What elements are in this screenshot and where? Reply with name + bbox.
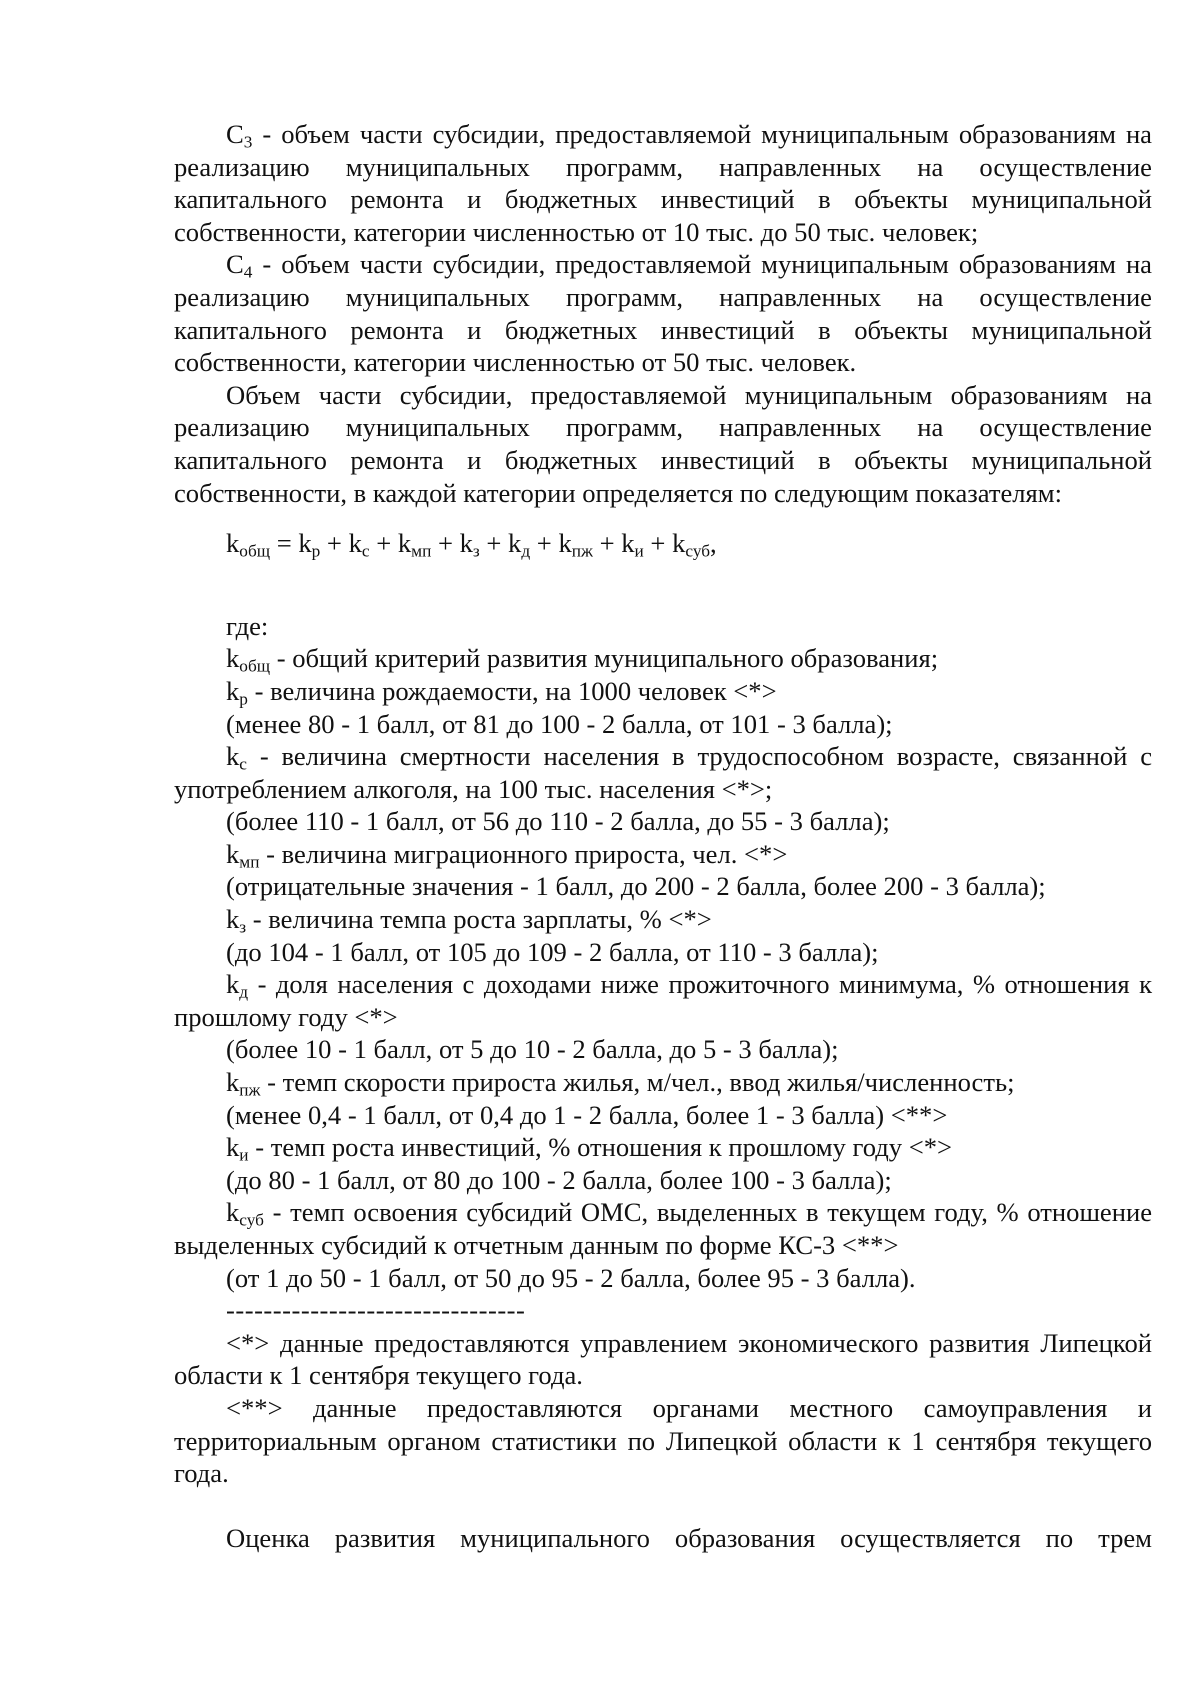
def-symbol: k <box>226 1067 240 1098</box>
def-text: - темп роста инвестиций, % отношения к прошлому году <*> <box>248 1132 953 1163</box>
formula-sub: пж <box>571 541 593 561</box>
formula-k: k <box>508 528 522 559</box>
document-page <box>174 118 1152 1555</box>
footnote-1: <*> данные предоставляются управлением экономического развития Липецкой области к 1 сентября текущего года. <box>174 1327 1152 1391</box>
c4-text: - объем части субсидии, предоставляемой муниципальным образованиям на реализацию муниципальных программ, направленных на осуществление капитального ремонта и бюджетных инвестиций в объекты муниципальной собственности, категории численностью от 50 тыс. человек. <box>174 249 1152 378</box>
def-k-sub <box>174 1196 1152 1261</box>
c4-subscript: 4 <box>243 262 253 282</box>
formula-sub: д <box>521 541 531 561</box>
formula-plus: + <box>643 528 673 559</box>
formula-plus: + <box>530 528 559 559</box>
formula-k: k <box>348 528 362 559</box>
c3-subscript: 3 <box>243 132 253 152</box>
def-k-i-scale: (до 80 - 1 балл, от 80 до 100 - 2 балла, более 100 - 3 балла); <box>226 1164 892 1195</box>
def-subscript: общ <box>239 656 271 676</box>
formula-k: k <box>459 528 473 559</box>
formula-sub: мп <box>411 541 432 561</box>
spacer <box>174 1490 1152 1523</box>
def-symbol: k <box>226 741 240 772</box>
paragraph-c3 <box>174 118 1152 248</box>
spacer <box>174 584 1152 610</box>
def-k-i <box>174 1131 1152 1164</box>
def-symbol: k <box>226 969 240 1000</box>
formula-plus: + <box>479 528 509 559</box>
footnote-2: <**> данные предоставляются органами местного самоуправления и территориальным органом статистики по Липецкой области к 1 сентября текущего года. <box>174 1392 1152 1489</box>
def-k-pzh-scale: (менее 0,4 - 1 балл, от 0,4 до 1 - 2 балла, более 1 - 3 балла) <**> <box>226 1099 948 1130</box>
formula-sub: з <box>472 541 480 561</box>
def-text: - доля населения с доходами ниже прожиточного минимума, % отношения к прошлому году <*> <box>174 969 1152 1032</box>
formula-k: k <box>621 528 635 559</box>
def-text: - общий критерий развития муниципального образования; <box>270 643 939 674</box>
formula-k: k <box>298 528 312 559</box>
def-k-d <box>174 968 1152 1033</box>
def-subscript: пж <box>239 1080 261 1100</box>
def-symbol: k <box>226 838 240 869</box>
def-k-mp <box>174 838 1152 871</box>
def-subscript: з <box>239 917 247 937</box>
where-label: где: <box>226 610 269 641</box>
def-subscript: д <box>239 982 249 1002</box>
def-symbol: k <box>226 643 240 674</box>
def-subscript: с <box>239 754 247 774</box>
formula-k: k <box>672 528 686 559</box>
formula-sub: р <box>311 541 321 561</box>
def-text: - темп освоения субсидий ОМС, выделенных в текущем году, % отношение выделенных субсидий к отчетным данным по форме КС-3 <**> <box>174 1197 1152 1260</box>
formula-k: k <box>226 528 240 559</box>
c4-symbol: С <box>226 249 244 280</box>
def-subscript: и <box>239 1145 249 1165</box>
formula-eq: = <box>270 528 299 559</box>
def-k-obsh <box>174 642 1152 675</box>
formula-sub: суб <box>685 541 711 561</box>
formula-end: , <box>710 528 717 559</box>
formula <box>174 527 1152 560</box>
paragraph-c4 <box>174 248 1152 378</box>
def-k-z-scale: (до 104 - 1 балл, от 105 до 109 - 2 балла, от 110 - 3 балла); <box>226 936 879 967</box>
def-symbol: k <box>226 1132 240 1163</box>
def-symbol: k <box>226 1197 240 1228</box>
c3-text: - объем части субсидии, предоставляемой муниципальным образованиям на реализацию муниципальных программ, направленных на осуществление капитального ремонта и бюджетных инвестиций в объекты муниципальной собственности, категории численностью от 10 тыс. до 50 тыс. человек; <box>174 119 1152 247</box>
def-text: - величина рождаемости, на 1000 человек <*> <box>247 675 777 706</box>
def-k-r <box>174 675 1152 708</box>
formula-k: k <box>558 528 572 559</box>
paragraph-intro: Объем части субсидии, предоставляемой муниципальным образованиям на реализацию муниципальных программ, направленных на осуществление капитального ремонта и бюджетных инвестиций в объекты муниципальной собственности, в каждой категории определяется по следующим показателям: <box>174 379 1152 508</box>
formula-sub-total: общ <box>239 541 271 561</box>
def-symbol: k <box>226 675 240 706</box>
def-k-d-scale: (более 10 - 1 балл, от 5 до 10 - 2 балла, до 5 - 3 балла); <box>226 1034 839 1065</box>
def-k-pzh <box>174 1066 1152 1099</box>
def-k-mp-scale: (отрицательные значения - 1 балл, до 200 - 2 балла, более 200 - 3 балла); <box>226 871 1046 902</box>
formula-plus: + <box>320 528 349 559</box>
formula-k: k <box>397 528 412 559</box>
def-subscript: р <box>239 689 248 709</box>
formula-plus: + <box>431 528 460 559</box>
def-subscript: мп <box>239 852 260 872</box>
def-subscript: суб <box>239 1210 264 1230</box>
def-text: - величина темпа роста зарплаты, % <*> <box>246 904 712 935</box>
def-text: - величина смертности населения в трудоспособном возрасте, связанной с употреблением алкоголя, на 100 тыс. населения <*>; <box>174 741 1152 804</box>
def-k-s-scale: (более 110 - 1 балл, от 56 до 110 - 2 балла, до 55 - 3 балла); <box>226 806 890 837</box>
def-k-r-scale: (менее 80 - 1 балл, от 81 до 100 - 2 балла, от 101 - 3 балла); <box>226 708 893 739</box>
def-symbol: k <box>226 904 240 935</box>
formula-plus: + <box>592 528 622 559</box>
formula-plus: + <box>369 528 398 559</box>
formula-sub: с <box>361 541 370 561</box>
last-paragraph: Оценка развития муниципального образования осуществляется по трем <box>226 1523 1152 1554</box>
formula-sub: и <box>634 541 644 561</box>
def-k-sub-scale: (от 1 до 50 - 1 балл, от 50 до 95 - 2 балла, более 95 - 3 балла). <box>226 1262 916 1293</box>
def-text: - темп скорости прироста жилья, м/чел., ввод жилья/численность; <box>260 1067 1015 1098</box>
def-text: - величина миграционного прироста, чел. <*> <box>259 838 788 869</box>
def-k-z <box>174 903 1152 936</box>
c3-symbol: С <box>226 119 244 149</box>
def-k-s <box>174 740 1152 805</box>
footnote-separator: -------------------------------- <box>226 1295 526 1326</box>
